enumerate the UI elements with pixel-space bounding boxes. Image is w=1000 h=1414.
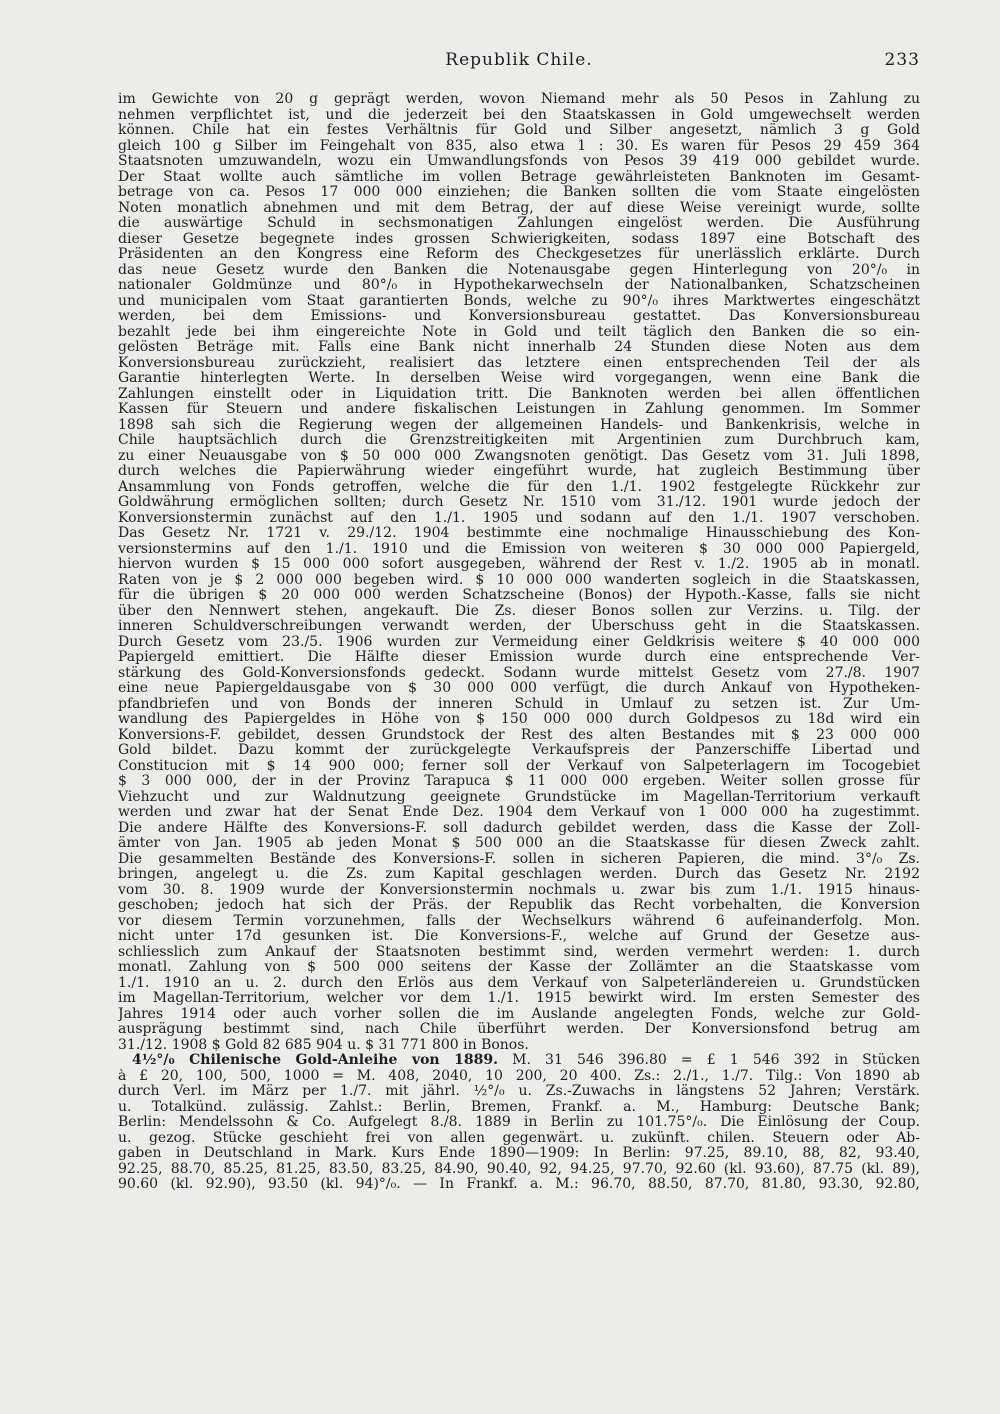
page-number: 233 <box>884 50 920 70</box>
text-line: und municipalen vom Staat garantierten Bonds, welche zu 90°/₀ ihres Marktwertes eingeschätzt <box>118 293 920 309</box>
text-line: 1898 sah sich die Regierung wegen der allgemeinen Handels- und Bankenkrisis, welche in <box>118 417 920 433</box>
text-line: 31./12. 1908 $ Gold 82 685 904 u. $ 31 771 800 in Bonos. <box>118 1037 529 1053</box>
text-line: durch welches die Papierwährung wieder eingeführt wurde, hat zugleich Bestimmung über <box>118 464 920 479</box>
text-line: ausprägung bestimmt sind, nach Chile überführt werden. Der Konversionsfond betrug am <box>118 1022 920 1037</box>
text-line: hiervon wurden $ 15 000 000 sofort ausgegeben, während der Rest v. 1./2. 1905 ab in monatl. <box>118 557 920 572</box>
text-line: für die übrigen $ 20 000 000 werden Schatzscheine (Bonos) der Hypoth.-Kasse, falls sie nicht <box>118 588 920 603</box>
text-line: Garantie hinterlegten Werte. In derselben Weise wird vorgegangen, wenn eine Bank die <box>118 371 920 386</box>
text-line: eine neue Papiergeldausgabe von $ 30 000 000 verfügt, die durch Ankauf von Hypotheken- <box>118 681 920 696</box>
section-line: 90.60 (kl. 92.90), 93.50 (kl. 94)°/₀. — In Frankf. a. M.: 96.70, 88.50, 87.70, 81.80, 93.30, 92.80, <box>118 1177 920 1192</box>
text-line: Durch Gesetz vom 23./5. 1906 wurden zur Vermeidung einer Geldkrisis weitere $ 40 000 000 <box>118 634 920 650</box>
text-line: Raten von je $ 2 000 000 begeben wird. $ 10 000 000 wanderten sogleich in die Staatskassen, <box>118 572 920 588</box>
text-line: nicht unter 17d gesunken ist. Die Konversions-F., welche auf Grund der Gesetze aus- <box>118 929 920 944</box>
text-line: nationaler Goldmünze und 80°/₀ in Hypothekarwechseln der Nationalbanken, Schatzscheinen <box>118 278 920 293</box>
section-line: u. Totalkünd. zulässig. Zahlst.: Berlin, Bremen, Frankf. a. M., Hamburg: Deutsche Bank; <box>118 1099 920 1115</box>
text-line: Die andere Hälfte des Konversions-F. soll dadurch gebildet werden, dass die Kasse der Zoll- <box>118 820 920 836</box>
text-line: Präsidenten an den Kongress eine Reform des Checkgesetzes für unerlässlich erklärte. Durch <box>118 247 920 262</box>
text-line: Die gesammelten Bestände des Konversions-F. sollen in sicheren Papieren, die mind. 3°/₀ Zs. <box>118 851 920 867</box>
text-line: das neue Gesetz wurde den Banken die Notenausgabe gegen Hinterlegung von 20°/₀ in <box>118 262 920 278</box>
page-header <box>118 50 920 72</box>
section-line: à £ 20, 100, 500, 1000 = M. 408, 2040, 10 200, 20 400. Zs.: 2./1., 1./7. Tilg.: Von 1890 ab <box>118 1068 920 1084</box>
text-line: vor diesem Termin vorzunehmen, falls der Wechselkurs während 6 aufeinanderfolg. Mon. <box>118 913 920 929</box>
text-line: pfandbriefen und von Bonds der inneren Schuld in Umlauf zu setzen ist. Zur Um- <box>118 696 920 712</box>
text-line: Constitucion mit $ 14 900 000; ferner soll der Verkauf von Salpeterlagern im Tocogebiet <box>118 758 920 774</box>
text-line: inneren Schuldverschreibungen verwandt werden, der Überschuss geht in die Staatskassen. <box>118 619 920 634</box>
text-line: Konversions-F. gebildet, dessen Grundstock der Rest des alten Bestandes mit $ 23 000 000 <box>118 727 920 743</box>
text-line: über den Nennwert stehen, angekauft. Die Zs. dieser Bonos sollen zur Verzins. u. Tilg. der <box>118 603 920 619</box>
text-line: Konversionstermin zunächst auf den 1./1. 1905 und sodann auf den 1./1. 1907 verschoben. <box>118 510 920 526</box>
section-line: Berlin: Mendelssohn & Co. Aufgelegt 8./8. 1889 in Berlin zu 101.75°/₀. Die Einlösung der Coup. <box>118 1115 920 1130</box>
text-line: Chile hauptsächlich durch die Grenzstreitigkeiten mit Argentinien zum Durchbruch kam, <box>118 433 920 448</box>
text-line: Der Staat wollte auch sämtliche im vollen Betrage gewährleisteten Banknoten im Gesamt- <box>118 169 920 185</box>
text-line: im Magellan-Territorium, welcher vor dem 1./1. 1915 bewirkt wird. Im ersten Semester des <box>118 991 920 1006</box>
text-line: können. Chile hat ein festes Verhältnis für Gold und Silber angesetzt, nämlich 3 g Gold <box>118 123 920 138</box>
text-line: 1./1. 1910 an u. 2. durch den Erlös aus dem Verkauf von Salpeterländereien u. Grundstücken <box>118 975 920 991</box>
text-line: die auswärtige Schuld in sechsmonatigen Zahlungen eingelöst werden. Die Ausführung <box>118 216 920 231</box>
running-head: Republik Chile. <box>445 50 593 70</box>
text-line: Staatsnoten umzuwandeln, wozu ein Umwandlungsfonds von Pesos 39 419 000 gebildet wurde. <box>118 154 920 169</box>
text-line: Papiergeld emittiert. Die Hälfte dieser Emission wurde durch eine entsprechende Ver- <box>118 650 920 665</box>
text-line: werden, bei dem Emissions- und Konversionsbureau gestattet. Das Konversionsbureau <box>118 309 920 324</box>
text-line: stärkung des Gold-Konversionsfonds gedeckt. Sodann wurde mittelst Gesetz vom 27./8. 1907 <box>118 665 920 681</box>
text-line: schliesslich zum Ankauf der Staatsnoten bestimmt sind, werden vermehrt werden: 1. durch <box>118 944 920 960</box>
text-line: Viehzucht und zur Waldnutzung geeignete Grundstücke im Magellan-Territorium verkauft <box>118 789 920 805</box>
text-line: gelösten Beträge mit. Falls eine Bank nicht innerhalb 24 Stunden diese Noten aus dem <box>118 340 920 355</box>
text-line: Ansammlung von Fonds getroffen, welche die für den 1./1. 1902 festgelegte Rückkehr zur <box>118 479 920 495</box>
text-line: Jahres 1914 oder auch vorher sollen die im Auslande angelegten Fonds, welche zur Gold- <box>118 1006 920 1022</box>
text-line: bringen, angelegt u. die Zs. zum Kapital geschlagen werden. Durch das Gesetz Nr. 2192 <box>118 867 920 882</box>
text-line: versionstermins auf den 1./1. 1910 und die Emission von weiteren $ 30 000 000 Papiergeld, <box>118 541 920 557</box>
section-line: u. gezog. Stücke geschieht frei von allen gegenwärt. u. zukünft. chilen. Steuern oder Ab- <box>118 1130 920 1146</box>
text-line: bezahlt jede bei ihm eingereichte Note in Gold und teilt täglich den Banken die so ein- <box>118 324 920 340</box>
text-line: dieser Gesetze begegnete indes grossen Schwierigkeiten, sodass 1897 eine Botschaft des <box>118 231 920 247</box>
section-heading-rest: M. 31 546 396.80 = £ 1 546 392 in Stücken <box>512 1053 920 1068</box>
section-heading: 4½°/₀ Chilenische Gold-Anleihe von 1889. <box>132 1053 498 1068</box>
text-line: monatl. Zahlung von $ 500 000 seitens der Kasse der Zollämter an die Staatskasse vom <box>118 960 920 975</box>
text-line: geschoben; jedoch hat sich der Präs. der Republik das Recht vorbehalten, die Konversion <box>118 898 920 913</box>
text-line: werden und zwar hat der Senat Ende Dez. 1904 dem Verkauf von 1 000 000 ha zugestimmt. <box>118 805 920 820</box>
text-line: Das Gesetz Nr. 1721 v. 29./12. 1904 bestimmte eine nochmalige Hinausschiebung des Kon- <box>118 526 920 541</box>
text-line: Konversionsbureau zurückzieht, realisiert das letztere einen entsprechenden Teil der als <box>118 355 920 371</box>
text-line: $ 3 000 000, der in der Provinz Tarapuca $ 11 000 000 ergeben. Weiter sollen grosse für <box>118 774 920 789</box>
text-line: Gold bildet. Dazu kommt der zurückgelegte Verkaufspreis der Panzerschiffe Libertad und <box>118 743 920 758</box>
text-line: Goldwährung ermöglichen sollten; durch Gesetz Nr. 1510 vom 31./12. 1901 wurde jedoch der <box>118 495 920 510</box>
text-line: im Gewichte von 20 g geprägt werden, wovon Niemand mehr als 50 Pesos in Zahlung zu <box>118 92 920 107</box>
text-line: Noten monatlich abnehmen und mit dem Betrag, der auf diese Weise vereinigt wurde, sollte <box>118 200 920 216</box>
section-line: durch Verl. im März per 1./7. mit jährl. ½°/₀ u. Zs.-Zuwachs in längstens 52 Jahren; Verstärk. <box>118 1084 920 1099</box>
section-line: 92.25, 88.70, 85.25, 81.25, 83.50, 83.25, 84.90, 90.40, 92, 94.25, 97.70, 92.60 (kl. 93.60), 87.75 (kl. 89), <box>118 1161 920 1177</box>
text-line: Zahlungen einstellt oder in Liquidation tritt. Die Banknoten werden bei allen öffentlichen <box>118 386 920 402</box>
text-line: nehmen verpflichtet ist, und die jederzeit bei den Staatskassen in Gold umgewechselt werden <box>118 107 920 123</box>
text-line: ämter von Jan. 1905 ab jeden Monat $ 500 000 an die Staatskasse für diesen Zweck zahlt. <box>118 836 920 851</box>
text-line: gleich 100 g Silber im Feingehalt von 835, also etwa 1 : 30. Es waren für Pesos 29 459 364 <box>118 138 920 154</box>
section-line: gaben in Deutschland in Mark. Kurs Ende 1890—1909: In Berlin: 97.25, 89.10, 88, 82, 93.40, <box>118 1146 920 1161</box>
body-text <box>118 92 920 1193</box>
text-line: Kassen für Steuern und andere fiskalischen Leistungen in Zahlung genommen. Im Sommer <box>118 402 920 417</box>
text-line: zu einer Neuausgabe von $ 50 000 000 Zwangsnoten genötigt. Das Gesetz vom 31. Juli 1898, <box>118 448 920 464</box>
section-heading-line <box>118 1053 920 1069</box>
text-line: vom 30. 8. 1909 wurde der Konversionstermin nochmals u. zwar bis zum 1./1. 1915 hinaus- <box>118 882 920 898</box>
text-line: wandlung des Papiergeldes in Höhe von $ 150 000 000 durch Goldpesos zu 18d wird ein <box>118 712 920 727</box>
text-line: betrage von ca. Pesos 17 000 000 einziehen; die Banken sollten die vom Staate eingelösten <box>118 185 920 200</box>
